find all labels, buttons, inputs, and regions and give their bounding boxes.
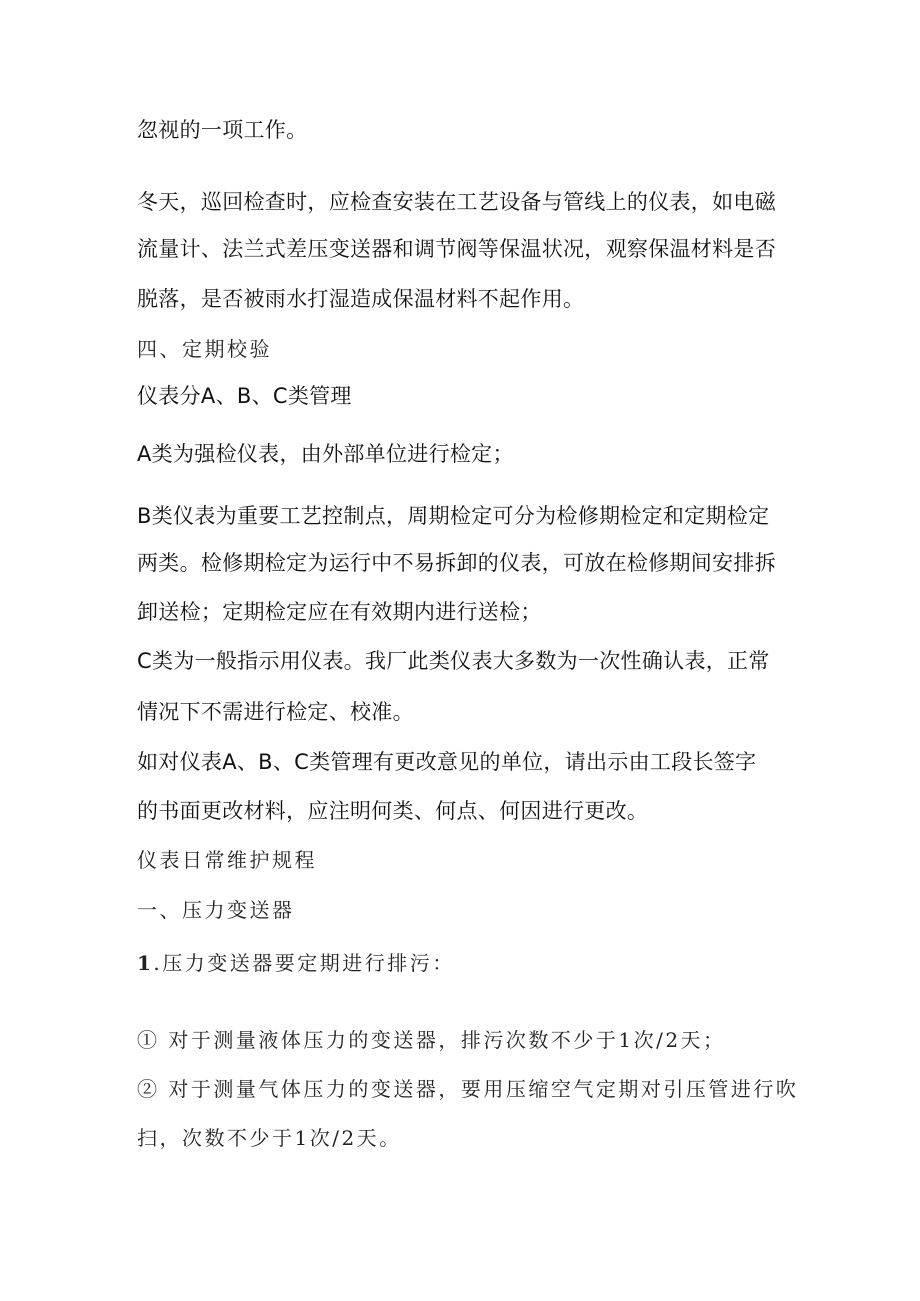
text-line: 卸送检；定期检定应在有效期内进行送检；	[137, 600, 542, 624]
document-subtitle: 仪表日常维护规程	[137, 848, 317, 872]
section-heading: 四、定期校验	[137, 337, 272, 361]
text-line: C类为一般指示用仪表。我厂此类仪表大多数为一次性确认表，正常	[137, 649, 770, 673]
list-item-continuation: 扫，次数不少于1次/2天。	[137, 1126, 402, 1150]
text-line: B类仪表为重要工艺控制点，周期检定可分为检修期检定和定期检定	[137, 504, 770, 528]
text-line: 的书面更改材料，应注明何类、何点、何因进行更改。	[137, 799, 649, 823]
list-item	[137, 948, 455, 978]
list-item: ② 对于测量气体压力的变送器，要用压缩空气定期对引压管进行吹	[137, 1077, 799, 1101]
list-item-text: .压力变送器要定期进行排污：	[153, 951, 455, 975]
text-line: 脱落，是否被雨水打湿造成保温材料不起作用。	[137, 287, 585, 311]
text-line: 流量计、法兰式差压变送器和调节阀等保温状况，观察保温材料是否	[137, 237, 776, 261]
text-line: 情况下不需进行检定、校准。	[137, 700, 414, 724]
section-heading: 一、压力变送器	[137, 898, 295, 922]
text-line: 仪表分A、B、C类管理	[137, 384, 352, 408]
text-line: 忽视的一项工作。	[137, 118, 308, 142]
text-line: 冬天，巡回检查时，应检查安装在工艺设备与管线上的仪表，如电磁	[137, 190, 776, 214]
list-item: ① 对于测量液体压力的变送器，排污次数不少于1次/2天；	[137, 1028, 726, 1052]
list-number: 1	[137, 951, 154, 975]
text-line: A类为强检仪表，由外部单位进行检定；	[137, 442, 514, 466]
text-line: 如对仪表A、B、C类管理有更改意见的单位，请出示由工段长签字	[137, 750, 757, 774]
text-line: 两类。检修期检定为运行中不易拆卸的仪表，可放在检修期间安排拆	[137, 551, 776, 575]
